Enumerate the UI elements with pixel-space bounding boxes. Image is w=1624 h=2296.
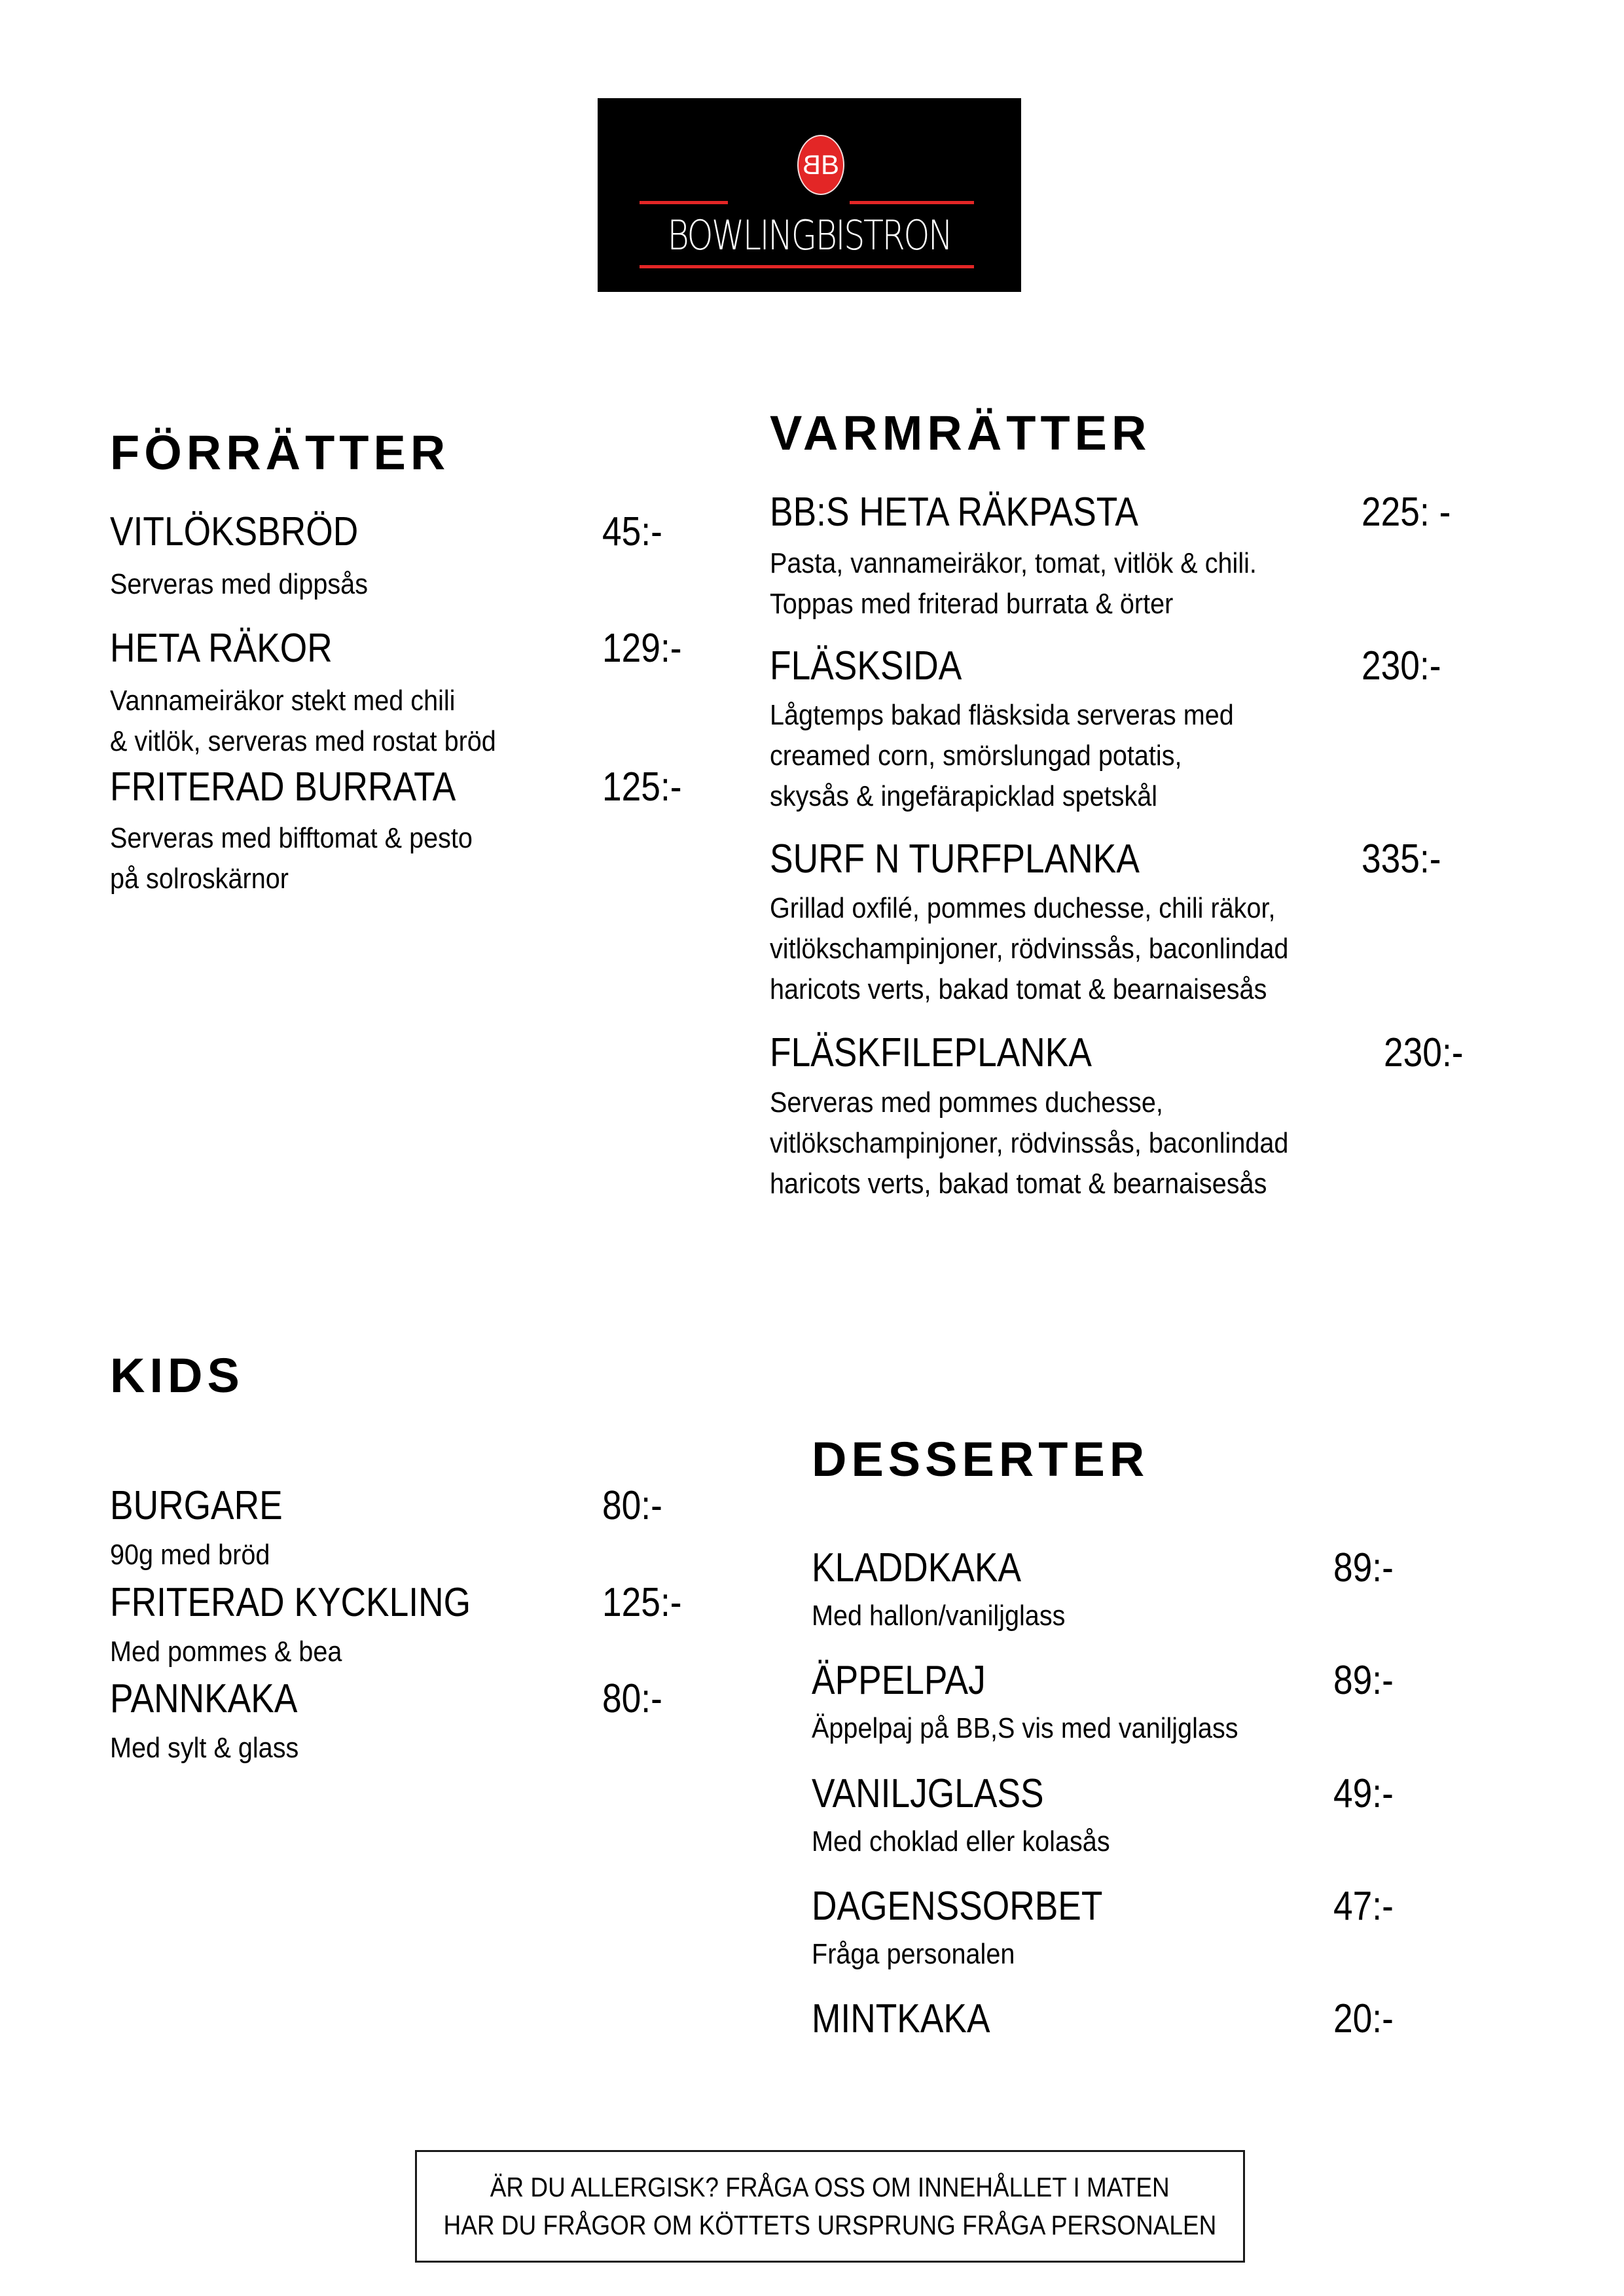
item-price: 125:- [602,764,682,810]
item-price: 49:- [1333,1771,1394,1816]
section-title: KIDS [110,1348,244,1403]
item-price: 125:- [602,1580,682,1625]
item-price: 80:- [602,1676,662,1721]
item-price: 230:- [1384,1030,1464,1075]
bb-monogram-icon [797,135,844,195]
item-description: Med hallon/vaniljglass [812,1600,1066,1632]
item-price: 47:- [1333,1884,1394,1929]
logo-red-line-bottom [640,265,974,268]
allergy-notice-box [415,2150,1245,2263]
item-price: 20:- [1333,1996,1394,2041]
logo-red-line-right [850,201,974,204]
item-name: VITLÖKSBRÖD [110,509,359,554]
item-price: 89:- [1333,1658,1394,1703]
item-description: Fråga personalen [812,1938,1015,1970]
item-name: FLÄSKSIDA [770,643,962,689]
item-name: FLÄSKFILEPLANKA [770,1030,1092,1075]
item-price: 230:- [1362,643,1441,689]
brand-name: BOWLINGBISTRON [667,211,952,259]
section-title: VARMRÄTTER [770,406,1151,460]
item-price: 129:- [602,626,682,671]
item-name: ÄPPELPAJ [812,1658,986,1703]
item-price: 80:- [602,1483,662,1528]
bowlingbistron-logo [598,98,1021,292]
item-description: Vannameiräkor stekt med chili & vitlök, serveras med rostat bröd [110,685,496,757]
item-description: Äppelpaj på BB,S vis med vaniljglass [812,1712,1238,1744]
logo-red-line-left [640,201,728,204]
section-title: FÖRRÄTTER [110,425,450,480]
item-name: MINTKAKA [812,1996,990,2041]
item-description: Med choklad eller kolasås [812,1825,1110,1857]
item-description: Serveras med dippsås [110,568,368,600]
item-name: HETA RÄKOR [110,626,333,671]
item-description: Pasta, vannameiräkor, tomat, vitlök & chili. Toppas med friterad burrata & örter [770,547,1257,620]
item-price: 335:- [1362,836,1441,882]
item-name: FRITERAD BURRATA [110,764,456,810]
item-name: PANNKAKA [110,1676,298,1721]
item-name: DAGENSSORBET [812,1884,1103,1929]
monogram-text: BB [804,149,837,180]
item-description: Serveras med pommes duchesse, vitlökschampinjoner, rödvinssås, baconlindad haricots verts, bakad tomat & bearnaisesås [770,1086,1289,1200]
item-description: Med sylt & glass [110,1732,299,1764]
item-description: 90g med bröd [110,1539,270,1571]
allergy-notice-line-2: HAR DU FRÅGOR OM KÖTTETS URSPRUNG FRÅGA PERSONALEN [443,2210,1217,2240]
item-description: Med pommes & bea [110,1636,342,1668]
item-description: Serveras med bifftomat & pesto på solroskärnor [110,822,473,895]
item-price: 89:- [1333,1545,1394,1590]
item-name: BB:S HETA RÄKPASTA [770,490,1138,535]
item-name: BURGARE [110,1483,283,1528]
item-description: Lågtemps bakad fläsksida serveras med creamed corn, smörslungad potatis, skysås & ingefärapicklad spetskål [770,699,1234,812]
item-price: 45:- [602,509,662,554]
item-name: VANILJGLASS [812,1771,1044,1816]
item-name: KLADDKAKA [812,1545,1022,1590]
item-name: FRITERAD KYCKLING [110,1580,471,1625]
allergy-notice-line-1: ÄR DU ALLERGISK? FRÅGA OSS OM INNEHÅLLET I MATEN [490,2172,1170,2202]
item-name: SURF N TURFPLANKA [770,836,1140,882]
item-price: 225: - [1362,490,1451,535]
section-title: DESSERTER [812,1432,1149,1486]
item-description: Grillad oxfilé, pommes duchesse, chili räkor, vitlökschampinjoner, rödvinssås, baconlindad haricots verts, bakad tomat & bearnaisesås [770,892,1289,1005]
